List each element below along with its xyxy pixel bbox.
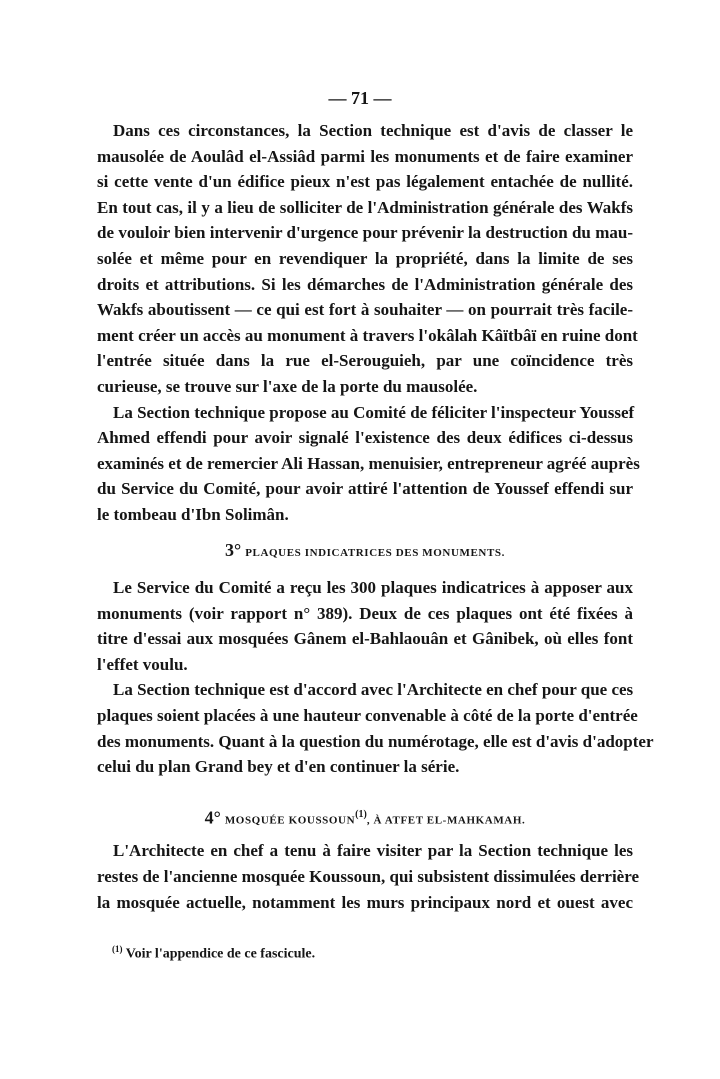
text-line: plaques soient placées à une hauteur convenable à côté de la porte d'entrée	[97, 706, 638, 726]
text-line: si cette vente d'un édifice pieux n'est pas légalement entachée de nullité.	[97, 172, 633, 192]
text-line: La Section technique est d'accord avec l'Architecte en chef pour que ces	[113, 680, 634, 700]
text-line: Ahmed effendi pour avoir signalé l'existence des deux édifices ci-dessus	[97, 428, 633, 448]
heading-title: MOSQUÉE KOUSSOUN	[224, 814, 356, 827]
text-line: La Section technique propose au Comité de féliciter l'inspecteur Youssef	[113, 402, 635, 422]
text-line: L'Architecte en chef a tenu à faire visiter par la Section technique les	[113, 841, 633, 861]
heading-title: PLAQUES INDICATRICES DES MONUMENTS.	[245, 546, 505, 559]
text-line: le tombeau d'Ibn Solimân.	[97, 504, 289, 524]
text-line: l'effet voulu.	[97, 654, 188, 674]
text-line: mausolée de Aoulâd el-Assiâd parmi les monuments et de faire examiner	[97, 146, 633, 166]
paragraph	[97, 838, 639, 915]
text-line: la mosquée actuelle, notamment les murs principaux nord et ouest avec	[97, 892, 633, 912]
footnote	[112, 944, 315, 963]
paragraph	[97, 575, 633, 677]
text-line: En tout cas, il y a lieu de solliciter de l'Administration générale des Wakfs	[97, 197, 633, 217]
text-line: Le Service du Comité a reçu les 300 plaques indicatrices à apposer aux	[113, 578, 633, 598]
text-line: Wakfs aboutissent — ce qui est fort à souhaiter — on pourrait très facile-	[97, 300, 633, 320]
paragraph	[97, 677, 654, 779]
footnote-reference: (1)	[355, 808, 367, 820]
text-line: droits et attributions. Si les démarches de l'Administration générale des	[97, 274, 633, 294]
paragraph	[97, 118, 638, 400]
text-line: solée et même pour en revendiquer la propriété, dans la limite de ses	[97, 248, 633, 268]
page-number: — 71 —	[328, 88, 392, 108]
footnote-marker: (1)	[112, 944, 123, 954]
text-line: ment créer un accès au monument à travers l'okâlah Kâïtbâï en ruine dont	[97, 325, 638, 345]
text-line: restes de l'ancienne mosquée Koussoun, qui subsistent dissimulées derrière	[97, 867, 639, 887]
text-line: Dans ces circonstances, la Section technique est d'avis de classer le	[113, 121, 633, 140]
text-line: examinés et de remercier Ali Hassan, menuisier, entrepreneur agréé auprès	[97, 453, 640, 473]
paragraph	[97, 400, 640, 528]
footnote-text: Voir l'appendice de ce fascicule.	[125, 946, 316, 962]
text-line: l'entrée située dans la rue el-Serouguieh, par une coïncidence très	[97, 351, 633, 371]
text-line: celui du plan Grand bey et d'en continuer la série.	[97, 757, 460, 777]
text-line: monuments (voir rapport n° 389). Deux de ces plaques ont été fixées à	[97, 603, 633, 623]
text-line: de vouloir bien intervenir d'urgence pour prévenir la destruction du mau-	[97, 223, 633, 243]
heading-number: 4°	[204, 807, 221, 828]
heading-title-rest: , À ATFET EL-MAHKAMAH.	[366, 814, 526, 827]
text-line: titre d'essai aux mosquées Gânem el-Bahlaouân et Gânibek, où elles font	[97, 629, 633, 649]
section-heading-4	[97, 802, 633, 828]
heading-number: 3°	[225, 539, 242, 560]
text-line: des monuments. Quant à la question du numérotage, elle est d'avis d'adopter	[97, 731, 654, 751]
text-line: du Service du Comité, pour avoir attiré l'attention de Youssef effendi sur	[97, 479, 633, 499]
section-heading-3	[97, 538, 633, 564]
page-body	[97, 118, 654, 915]
text-line: curieuse, se trouve sur l'axe de la porte du mausolée.	[97, 376, 478, 396]
